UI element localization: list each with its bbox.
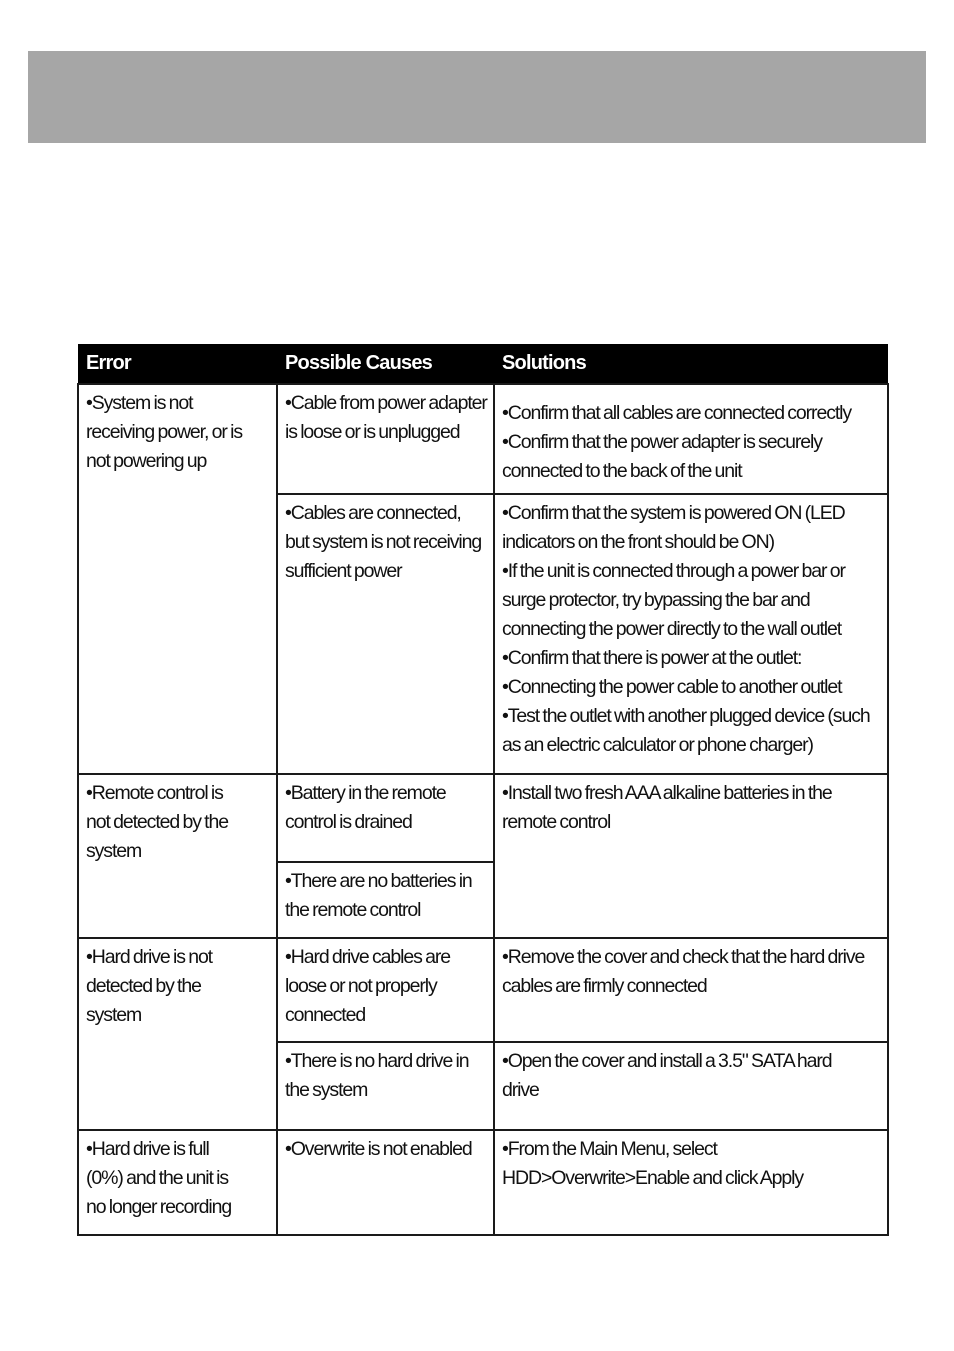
error-text: no longer recording (86, 1196, 232, 1218)
table-header-row (78, 344, 888, 384)
solution-text: •If the unit is connected through a power bar or (502, 560, 845, 582)
solution-text: cables are firmly connected (502, 975, 707, 997)
solution-text: •Install two fresh AAA alkaline batteries in the (502, 782, 832, 804)
troubleshooting-table (77, 344, 889, 1236)
solution-cell (494, 384, 888, 494)
cause-text: •There are no batteries in (285, 870, 472, 892)
error-text: receiving power, or is (86, 421, 242, 443)
cause-text: •There is no hard drive in (285, 1050, 469, 1072)
header-band (28, 51, 926, 143)
cause-text: but system is not receiving (285, 531, 482, 553)
header-possible-causes: Possible Causes (277, 344, 494, 384)
solution-cell (494, 938, 888, 1042)
solution-text: •Open the cover and install a 3.5" SATA hard (502, 1050, 832, 1072)
error-text: system (86, 1004, 142, 1026)
solution-text: HDD>Overwrite>Enable and click Apply (502, 1167, 803, 1189)
solution-text: •Remove the cover and check that the hard drive (502, 946, 865, 968)
solution-cell (494, 494, 888, 774)
solution-text: •From the Main Menu, select (502, 1138, 717, 1160)
error-text: detected by the (86, 975, 201, 997)
solution-text: •Test the outlet with another plugged device (such (502, 705, 870, 727)
error-cell (78, 938, 277, 1130)
cause-text: •Cable from power adapter (285, 392, 487, 414)
error-cell (78, 1130, 277, 1235)
solution-text: connecting the power directly to the wall outlet (502, 618, 842, 640)
error-text: •System is not (86, 392, 193, 414)
error-text: (0%) and the unit is (86, 1167, 229, 1189)
table-row (78, 938, 888, 1042)
table-row (78, 774, 888, 862)
solution-text: indicators on the front should be ON) (502, 531, 774, 553)
cause-text: is loose or is unplugged (285, 421, 460, 443)
solution-text: remote control (502, 811, 611, 833)
solution-text: as an electric calculator or phone charger) (502, 734, 813, 756)
cause-cell (277, 774, 494, 862)
cause-text: sufficient power (285, 560, 402, 582)
solution-text: drive (502, 1079, 539, 1101)
cause-cell (277, 938, 494, 1042)
solution-text: •Confirm that the system is powered ON (LED (502, 502, 845, 524)
solution-cell (494, 774, 888, 938)
cause-text: •Hard drive cables are (285, 946, 450, 968)
cause-cell (277, 1042, 494, 1130)
table-row (78, 384, 888, 494)
cause-text: the system (285, 1079, 368, 1101)
cause-text: control is drained (285, 811, 412, 833)
cause-text: •Cables are connected, (285, 502, 461, 524)
error-text: •Remote control is (86, 782, 223, 804)
solution-cell (494, 1042, 888, 1130)
solution-text: •Confirm that the power adapter is securely (502, 431, 822, 453)
table-row (78, 1130, 888, 1235)
header-solutions: Solutions (494, 344, 888, 384)
error-text: not detected by the (86, 811, 228, 833)
error-cell (78, 384, 277, 774)
error-text: system (86, 840, 142, 862)
solution-text: surge protector, try bypassing the bar and (502, 589, 810, 611)
error-text: •Hard drive is full (86, 1138, 209, 1160)
cause-cell (277, 862, 494, 938)
solution-text: •Confirm that there is power at the outlet: (502, 647, 802, 669)
cause-text: connected (285, 1004, 366, 1026)
error-text: •Hard drive is not (86, 946, 213, 968)
solution-text: •Connecting the power cable to another outlet (502, 676, 842, 698)
cause-cell (277, 384, 494, 494)
header-error: Error (78, 344, 277, 384)
error-cell (78, 774, 277, 938)
cause-text: •Overwrite is not enabled (285, 1138, 472, 1160)
cause-text: the remote control (285, 899, 421, 921)
solution-cell (494, 1130, 888, 1235)
cause-cell (277, 1130, 494, 1235)
solution-text: connected to the back of the unit (502, 460, 742, 482)
solution-text: •Confirm that all cables are connected correctly (502, 402, 852, 424)
cause-text: •Battery in the remote (285, 782, 446, 804)
cause-cell (277, 494, 494, 774)
error-text: not powering up (86, 450, 207, 472)
cause-text: loose or not properly (285, 975, 437, 997)
